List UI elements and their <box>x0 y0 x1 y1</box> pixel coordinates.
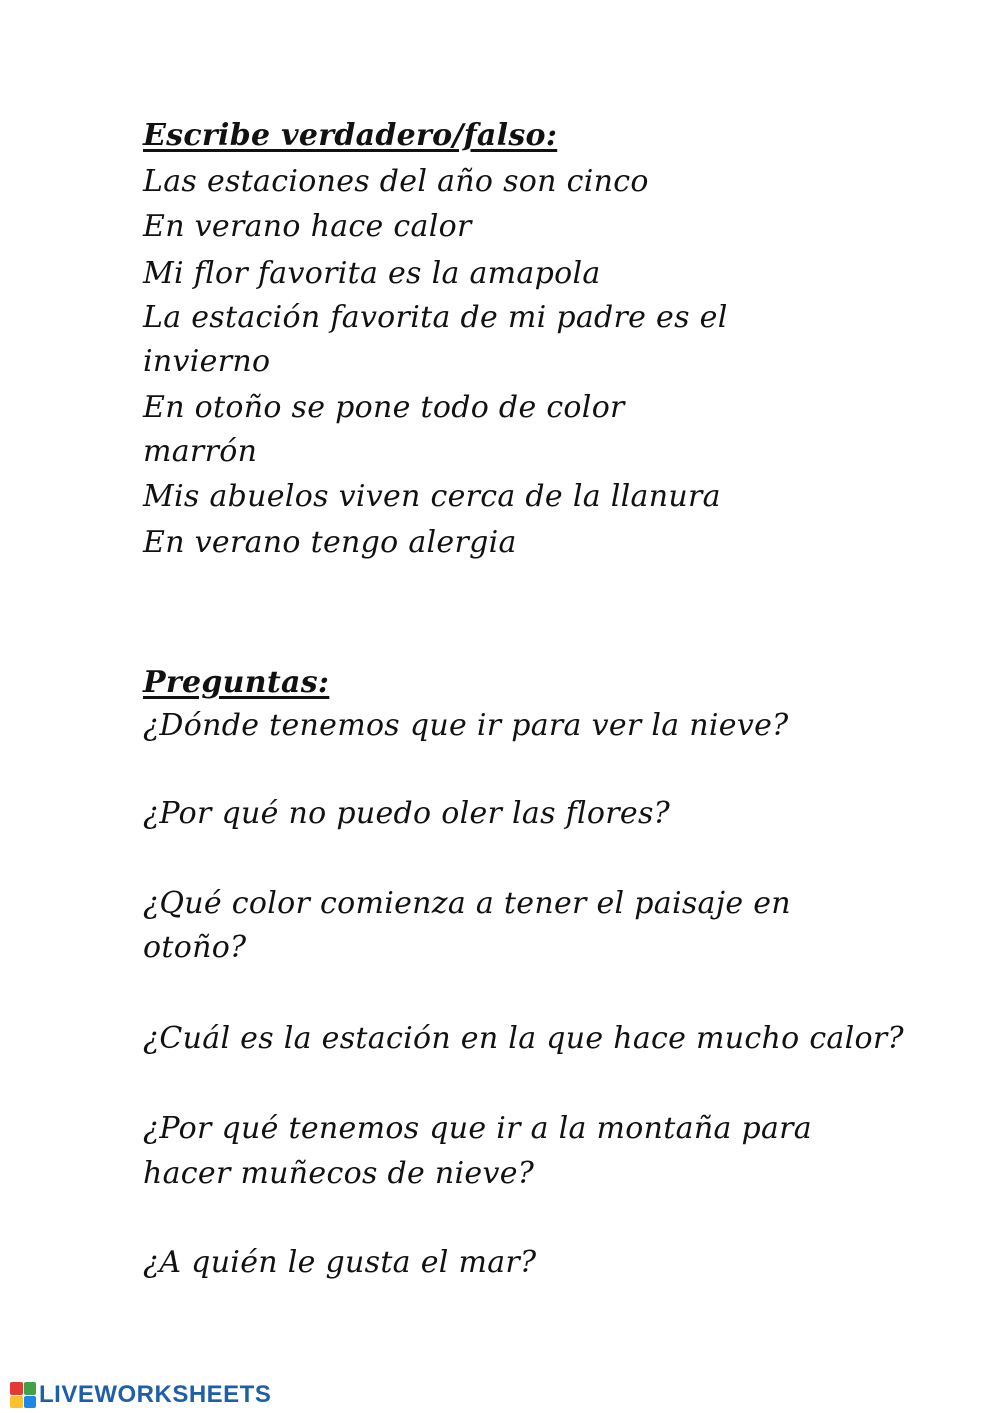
question-item-continuation: hacer muñecos de nieve? <box>143 1156 535 1191</box>
question-item: ¿Dónde tenemos que ir para ver la nieve? <box>143 708 789 743</box>
truefalse-statement: La estación favorita de mi padre es el <box>143 300 728 335</box>
question-item: ¿Por qué no puedo oler las flores? <box>143 796 671 831</box>
question-item: ¿Por qué tenemos que ir a la montaña para <box>143 1111 812 1146</box>
question-item: ¿A quién le gusta el mar? <box>143 1245 537 1280</box>
question-item-continuation: otoño? <box>143 930 247 965</box>
logo-square-green <box>24 1382 37 1395</box>
questions-heading: Preguntas: <box>143 665 330 700</box>
truefalse-statement-continuation: invierno <box>143 344 271 379</box>
logo-square-red <box>10 1382 23 1395</box>
truefalse-heading: Escribe verdadero/falso: <box>143 118 558 153</box>
truefalse-statement: En verano tengo alergia <box>143 525 517 560</box>
truefalse-statement: Mi flor favorita es la amapola <box>143 256 601 291</box>
logo-square-blue <box>24 1396 37 1409</box>
logo-square-yellow <box>10 1396 23 1409</box>
truefalse-statement: En verano hace calor <box>143 209 472 244</box>
truefalse-statement-continuation: marrón <box>143 434 258 469</box>
truefalse-statement: En otoño se pone todo de color <box>143 390 625 425</box>
truefalse-statement: Las estaciones del año son cinco <box>143 164 649 199</box>
logo-text: LIVEWORKSHEETS <box>39 1381 272 1408</box>
truefalse-statement: Mis abuelos viven cerca de la llanura <box>143 479 721 514</box>
question-item: ¿Cuál es la estación en la que hace mucho calor? <box>143 1021 904 1056</box>
liveworksheets-logo[interactable] <box>10 1381 271 1409</box>
question-item: ¿Qué color comienza a tener el paisaje en <box>143 886 791 921</box>
liveworksheets-logo-icon <box>10 1382 36 1408</box>
